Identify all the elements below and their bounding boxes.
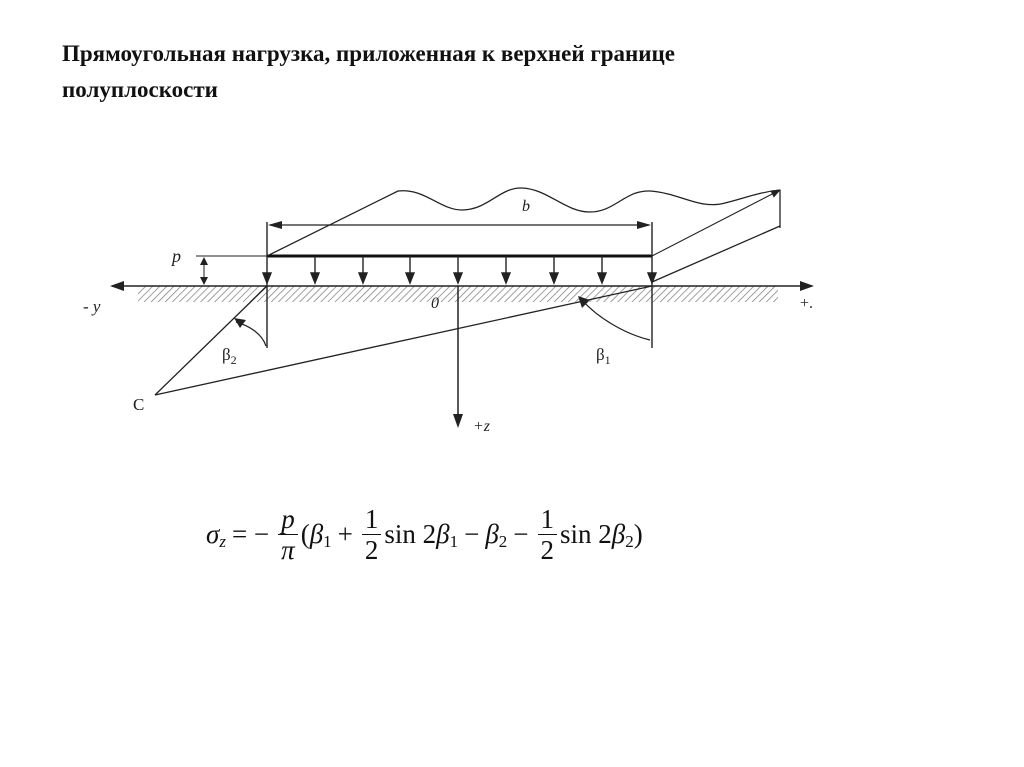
label-plus-y: +. (800, 295, 814, 312)
label-p: p (172, 246, 181, 266)
half-b-denominator: 2 (538, 534, 558, 565)
load-arrows (263, 256, 656, 283)
label-point-c: C (133, 395, 145, 414)
b-dim-right-arrow (637, 221, 651, 229)
label-beta1: $\beta_1$ (596, 345, 611, 367)
beta2-arc-arrow (234, 318, 246, 328)
beta1b-term-sub: 1 (449, 532, 459, 551)
equals-minus: = − (231, 518, 270, 549)
beta1-term: β (309, 518, 324, 549)
fraction-half-b (538, 504, 558, 565)
paren-open: ( (300, 518, 310, 549)
beta2b-term-sub: 2 (625, 532, 634, 551)
label-minus-y: - y (83, 297, 101, 316)
half-a-numerator: 1 (364, 503, 379, 534)
p-dim-arrow-up (200, 257, 208, 265)
plate-back-slant (652, 190, 780, 256)
plate-right-slant (652, 226, 780, 282)
fraction-half-a (362, 504, 382, 565)
y-axis-right-arrow (800, 281, 814, 291)
paren-close: ) (633, 518, 643, 549)
fraction-p-over-pi (278, 504, 298, 565)
half-b-numerator: 1 (540, 503, 555, 534)
beta1-term-sub: 1 (323, 532, 332, 551)
fraction-denominator-pi: π (278, 534, 298, 565)
fraction-numerator-p: p (281, 503, 295, 534)
beta2b-term: β (611, 518, 626, 549)
label-origin: 0 (431, 295, 439, 312)
ray-c-to-left-edge (155, 286, 267, 395)
half-a-denominator: 2 (362, 534, 382, 565)
sigma-subscript: z (219, 532, 226, 551)
label-plus-z: +z (473, 418, 491, 435)
sigma-symbol: σ (206, 518, 220, 549)
beta1b-term: β (436, 518, 450, 549)
minus-sign-a: − (464, 518, 480, 549)
z-axis-arrow (453, 414, 463, 428)
title-line-2: полуплоскости (62, 77, 218, 102)
minus-sign-b: − (513, 518, 529, 549)
label-beta2: $\beta_2$ (222, 345, 237, 367)
y-axis-left-arrow (110, 281, 124, 291)
p-dim-arrow-down (200, 277, 208, 285)
stress-formula (206, 494, 643, 574)
ray-c-to-right-edge (155, 286, 652, 395)
beta1-arc (582, 300, 650, 340)
beta2-term-sub: 2 (498, 532, 508, 551)
label-b: b (522, 198, 530, 215)
plus-sign: + (337, 518, 353, 549)
sin-b: sin 2 (560, 518, 612, 549)
beta2-term: β (485, 518, 499, 549)
title-line-1: Прямоугольная нагрузка, приложенная к верхней границе (62, 41, 676, 66)
sin-a: sin 2 (384, 518, 437, 549)
b-dim-left-arrow (268, 221, 282, 229)
